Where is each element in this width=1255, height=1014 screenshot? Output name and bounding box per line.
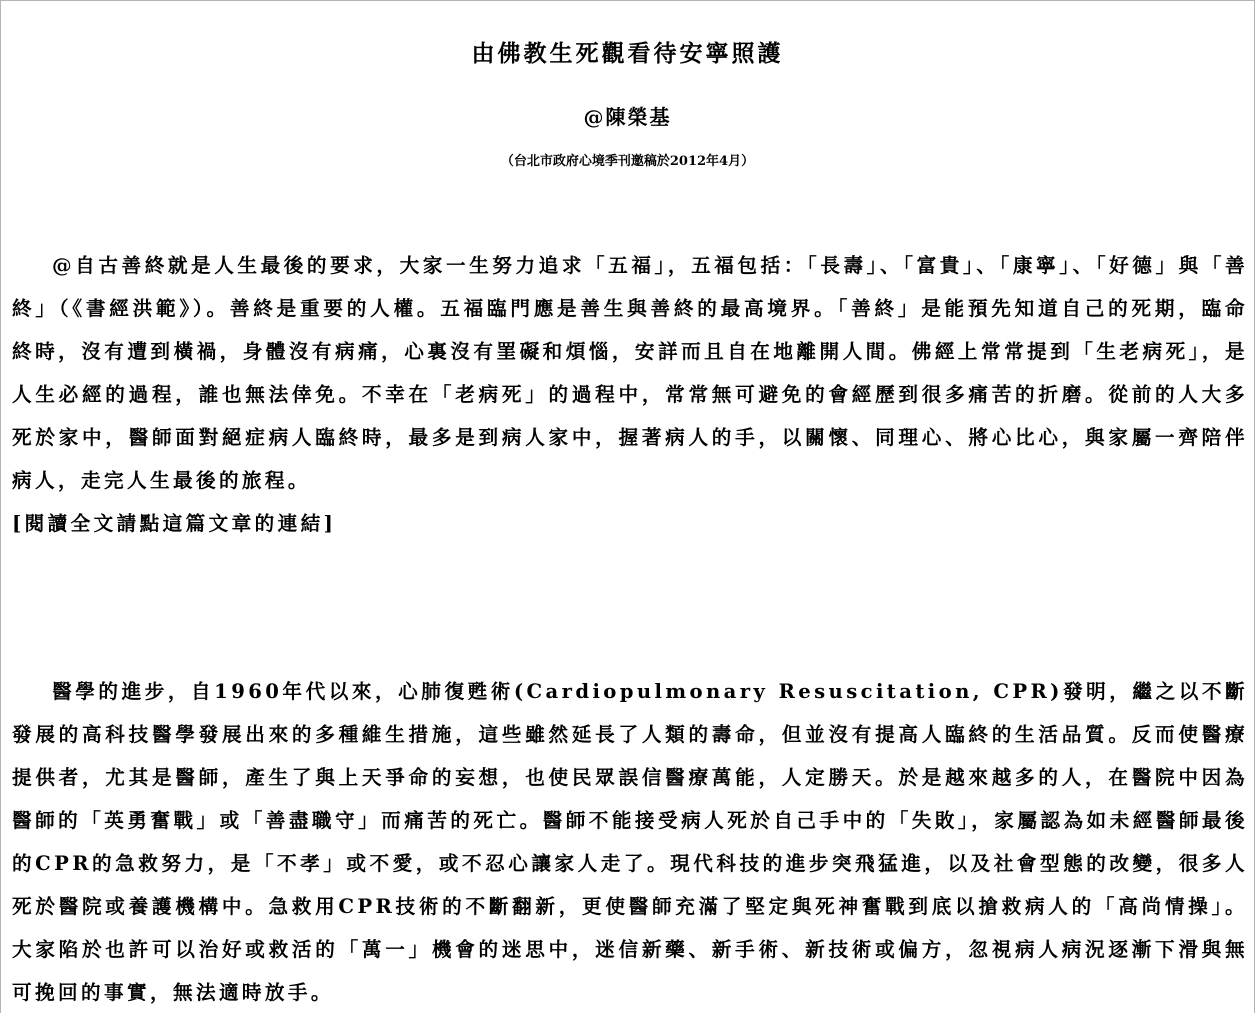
paragraph-2-text: 醫學的進步，自1960年代以來，心肺復甦術(Cardiopulmonary Resuscitation, CPR)發明，繼之以不斷發展的高科技醫學發展出來的多種維生措施，這些雖然延長了人類的壽命，但並沒有提高人臨終的生活品質。反而使醫療提供者，尤其是醫師，產生了與上天爭命的妄想，也使民眾誤信醫療萬能，人定勝天。於是越來越多的人，在醫院中因為醫師的「英勇奮戰」或「善盡職守」而痛苦的死亡。醫師不能接受病人死於自己手中的「失敗」，家屬認為如未經醫師最後的CPR的急救努力，是「不孝」或不愛，或不忍心讓家人走了。現代科技的進步突飛猛進，以及社會型態的改變，很多人死於醫院或養護機構中。急救用CPR技術的不斷翻新，更使醫師充滿了堅定與死神奮戰到底以搶救病人的「高尚情操」。大家陷於也許可以治好或救活的「萬一」機會的迷思中，迷信新藥、新手術、新技術或偏方，忽視病人病況逐漸下滑與無可挽回的事實，無法適時放手。	[12, 680, 1248, 1004]
article-title: 由佛教生死觀看待安寧照護	[471, 40, 784, 67]
article-source: （台北市政府心境季刊邀稿於2012年4月）	[500, 154, 755, 169]
paragraph-1-text: @自古善終就是人生最後的要求，大家一生努力追求「五福」，五福包括：「長壽」、「富貴」、「康寧」、「好德」與「善終」（《書經洪範》）。善終是重要的人權。五福臨門應是善生與善終的最高境界。「善終」是能預先知道自己的死期，臨命終時，沒有遭到橫禍，身體沒有病痛，心裏沒有罣礙和煩惱，安詳而且自在地離開人間。佛經上常常提到「生老病死」，是人生必經的過程，誰也無法倖免。不幸在「老病死」的過程中，常常無可避免的會經歷到很多痛苦的折磨。從前的人大多死於家中，醫師面對絕症病人臨終時，最多是到病人家中，握著病人的手，以關懷、同理心、將心比心，與家屬一齊陪伴病人，走完人生最後的旅程。	[12, 254, 1248, 492]
read-more-link[interactable]: [閱讀全文請點這篇文章的連結]	[12, 512, 337, 535]
article-paragraph-2	[12, 670, 1248, 1014]
article-author: @陳榮基	[583, 105, 672, 129]
article-paragraph-1	[12, 244, 1248, 545]
